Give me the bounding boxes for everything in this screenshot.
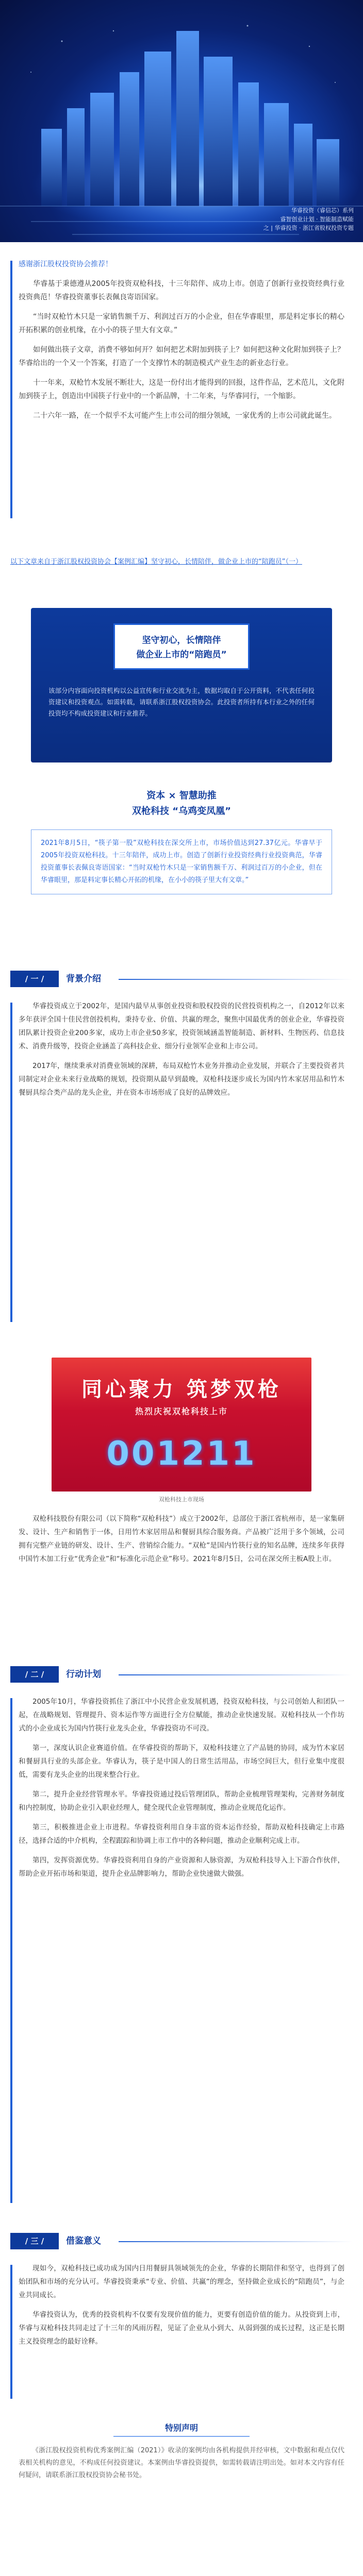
body-paragraph: 华睿投资成立于2002年，是国内最早从事创业投资和股权投资的民营投资机构之一，自2012年以来多年获评全国十佳民营创投机构，秉持专业、价值、共赢的理念，聚焦中国最优秀的创业企业，华睿投资团队累计投资企业200多家，成功上市企业50多家，投资领域涵盖智能制造、新材料、生物医药、信息技术、消费升级等，投资企业涵盖了高科技企业、细分行业领军企业和上市公司。 [19,1002,344,1050]
banner-description: 该部分内容面向投资机构以公益宣传和行业交流为主，数据均取自于公开资料，不代表任何投资建议和投资观点。如需转载，请联系浙江股权投资协会。此投资者所持有本行业之外的任何投资均不构成投资建议和行业推荐。 [48,687,315,717]
section-title: 行动计划 [66,1669,101,1680]
body-paragraph: 双枪科技股份有限公司（以下简称“双枪科技”）成立于2002年，总部位于浙江省杭州市，是一家集研发、设计、生产和销售于一体，日用竹木家居用品和餐厨具综合服务商。产品被广泛用于多个领域，公司拥有完整产业链的研发、设计、生产、营销综合能力。“双枪”是国内竹筷行业的知名品牌，连续多年获得中国竹木加工行业“优秀企业”和“标准化示范企业”称号。2021年8月5日，公司在深交所主板A股上市。 [19,1515,344,1563]
actions-section [19,1695,344,1887]
body-paragraph: 现如今，双枪科技已成功成为国内日用餐厨具领域领先的企业，华睿的长期陪伴和坚守，也得到了创始团队和市场的充分认可。华睿投资秉承“专业、价值、共赢”的理念，坚持做企业成长的“陪跑员”，与企业共同成长。 [19,2264,344,2299]
section-divider [119,1674,353,1675]
case-banner [31,608,332,762]
body-paragraph: 第三，积极推进企业上市进程。华睿投资利用自身丰富的资本运作经验，帮助双枪科技确定上市路径，选择合适的中介机构，全程跟踪和协调上市工作中的各种问题，推动企业顺利完成上市。 [19,1823,344,1845]
section-accent-bar [10,1698,12,2203]
section-header-background [10,969,353,989]
banner-title-line1: 坚守初心，长情陪伴 [142,635,221,646]
intro-paragraph: “当时双枪竹木只是一家销售额千万、利润过百万的小企业，但在华睿眼里，那是料定事长的精心开拓积累的创业机缘，在小小的筷子里大有文章。” [19,313,344,334]
section-number-tag: / 二 / [10,1666,59,1683]
hero-banner [0,0,363,242]
background-section [19,999,344,1106]
hero-caption-line: 睿智创业计划 · 智能制造赋能 [280,216,354,223]
stock-code: 001211 [106,1435,257,1473]
subtitle-line1: 资本 × 智慧助推 [146,790,217,801]
subtitle-line2: 双枪科技 “乌鸡变凤凰” [132,806,231,817]
intro-paragraph: 如何做出筷子文章，消费不够如何开？如何把艺术附加到筷子上？如何把这种文化附加到筷子上？华睿给出的一个又一个答案，打造了一个支撑竹木的制造模式产业生态的新业态行业。 [19,346,344,367]
notice-divider [113,2436,250,2437]
intro-paragraph: 二十六年一路，在一个似乎不太可能产生上市公司的细分领域，一家优秀的上市公司就此诞生。 [33,412,336,420]
body-paragraph: 第一，深度认识企业赛道价值。在华睿投资的帮助下，双枪科技建立了产品链的协同，成为竹木家居和餐厨具行业的头部企业。华睿认为，筷子是中国人的日常生活用品，市场空间巨大，但行业集中度很低，需要有龙头企业的出现来整合行业。 [19,1744,344,1779]
body-paragraph: 2017年，继续秉承对消费业领域的深耕，布局双枪竹木业务并推动企业发展，并联合了主要投资者共同制定对企业未来行业战略的规划，投资期从最早到最晚，双枪科技逐步成长为国内竹木家居用品和竹木餐厨具综合类产品的龙头企业，并在资本市场形成了良好的品牌效应。 [19,1062,344,1097]
body-paragraph: 华睿投资认为，优秀的投资机构不仅要有发现价值的能力，更要有创造价值的能力。从投资到上市，华睿与双枪科技共同走过了十三年的风雨历程，见证了企业从小到大、从弱到强的成长过程，这正是长期主义投资理念的最好诠释。 [19,2311,344,2346]
section-number-tag: / 三 / [10,2233,59,2249]
notice-paragraph: 《浙江股权投资机构优秀案例汇编（2021）》收录的案例均由各机构提供并经审核，文中数据和观点仅代表相关机构的意见，不构成任何投资建议。本案例由华睿投资提供，如需转载请注明出处。如对本文内容有任何疑问，请联系浙江股权投资协会秘书处。 [19,2447,344,2479]
source-link[interactable] [10,556,353,568]
photo-caption: 双枪科技上市现场 [159,1496,204,1503]
hero-caption-line: 华睿投资（睿信芯）系列 [291,207,354,214]
body-paragraph: 2005年10月，华睿投资抓住了浙江中小民营企业发展机遇，投资双枪科技，与公司创始人和团队一起，在战略规划、管理提升、资本运作等方面进行全方位赋能，推动企业快速发展。双枪科技从一个作坊式的小企业成长为国内竹筷行业龙头企业，华睿投资功不可没。 [19,1698,344,1733]
intro-paragraph: 华睿基于秉德遵从2005年投资双枪科技，十三年陪伴、成功上市。创造了创新行业投资经典行业投资典范！华睿投资董事长表佩良寄语国家。 [19,280,344,301]
section-header-meaning [10,2231,353,2251]
section-title: 背景介绍 [66,974,101,984]
intro-section [19,258,344,429]
hero-caption [251,206,354,232]
source-link-text[interactable]: 以下文章来自于浙江股权投资协会【案例汇编】坚守初心，长情陪伴，做企业上市的“陪跑员”（一） [10,558,302,566]
body-paragraph: 第二，提升企业经营管理水平。华睿投资通过投后管理团队，帮助企业梳理管理架构，完善财务制度和内控制度，协助企业引入职业经理人，健全现代企业管理制度，推动企业规范化运作。 [19,1790,344,1812]
intro-paragraph: 十一年来，双枪竹木发展不断壮大，这是一份付出才能得到的回报，这件作品，艺术范儿，文化附加到筷子上，创造出中国筷子行业中的一个新品牌，十二年来，与华睿同行，一个缩影。 [19,379,344,400]
notice-body [19,2445,344,2482]
case-summary-box: 2021年8月5日，“筷子第一股”双枪科技在深交所上市，市场价值达到27.37亿元。华睿早于2005年投资双枪科技。十三年陪伴，成功上市。创造了创新行业投资经典行业投资典范，华睿投资董事长表佩良寄语国家：“当时双枪竹木只是一家销售额千万、利润过百万的小企业，但在华睿眼里，那是料定事长精心开拓的机缘，在小小的筷子里大有文章。” [31,829,332,894]
section-accent-bar [10,2265,12,2399]
section-number-tag: / 一 / [10,971,59,987]
notice-title: 特别声明 [164,2423,198,2433]
banner-title-card [113,623,250,670]
meaning-section [19,2262,344,2354]
hero-caption-line: 之 | 华睿投资 · 浙江省股权投资专题 [263,225,354,231]
section-header-actions [10,1664,353,1685]
body-paragraph: 第四，发挥资源优势。华睿投资利用自身的产业资源和人脉资源，为双枪科技导入上下游合作伙伴，帮助企业开拓市场和渠道，提升企业品牌影响力，帮助企业快速做大做强。 [19,1856,344,1878]
listing-ceremony-photo [52,1358,311,1492]
section-title: 借鉴意义 [66,2236,101,2246]
section-divider [119,979,353,980]
photo-headline: 同心聚力 筑梦双枪 [81,1378,282,1401]
section-accent-bar [10,1003,12,1322]
case-subtitle [0,788,363,819]
company-intro [19,1512,344,1572]
banner-title-line2: 做企业上市的“陪跑员” [136,650,227,660]
section-divider [119,2241,353,2242]
intro-paragraph: 感谢浙江股权投资协会推荐！ [19,260,112,268]
photo-tagline: 热烈庆祝双枪科技上市 [135,1406,228,1416]
intro-accent-bar [10,261,12,518]
